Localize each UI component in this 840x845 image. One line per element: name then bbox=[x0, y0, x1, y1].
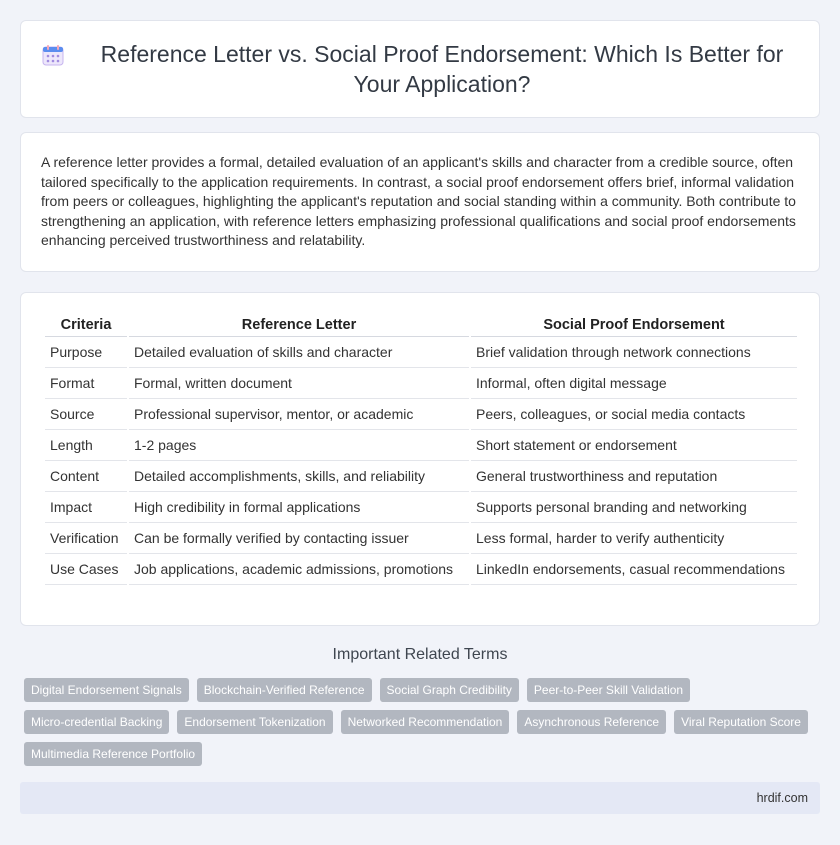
cell-reference-letter: Detailed accomplishments, skills, and reliability bbox=[129, 461, 469, 492]
table-row bbox=[45, 337, 797, 368]
cell-social-proof: Short statement or endorsement bbox=[471, 430, 797, 461]
cell-reference-letter: Professional supervisor, mentor, or academic bbox=[129, 399, 469, 430]
table-header-row bbox=[45, 315, 797, 337]
cell-social-proof: Less formal, harder to verify authenticity bbox=[471, 523, 797, 554]
related-term-tag[interactable]: Micro-credential Backing bbox=[24, 710, 169, 734]
cell-criteria: Verification bbox=[45, 523, 127, 554]
cell-social-proof: Informal, often digital message bbox=[471, 368, 797, 399]
related-terms-list bbox=[24, 678, 824, 766]
table-row bbox=[45, 461, 797, 492]
cell-criteria: Source bbox=[45, 399, 127, 430]
cell-criteria: Impact bbox=[45, 492, 127, 523]
cell-criteria: Content bbox=[45, 461, 127, 492]
cell-reference-letter: Detailed evaluation of skills and character bbox=[129, 337, 469, 368]
footer-site: hrdif.com bbox=[756, 791, 808, 805]
cell-social-proof: LinkedIn endorsements, casual recommendations bbox=[471, 554, 797, 585]
related-terms-title: Important Related Terms bbox=[332, 646, 508, 663]
related-term-tag[interactable]: Viral Reputation Score bbox=[674, 710, 808, 734]
cell-social-proof: Brief validation through network connections bbox=[471, 337, 797, 368]
cell-criteria: Use Cases bbox=[45, 554, 127, 585]
calendar-icon bbox=[41, 43, 65, 67]
cell-social-proof: Peers, colleagues, or social media contacts bbox=[471, 399, 797, 430]
table-row bbox=[45, 430, 797, 461]
summary-card bbox=[20, 132, 820, 272]
header-card bbox=[20, 20, 820, 118]
related-term-tag[interactable]: Blockchain-Verified Reference bbox=[197, 678, 372, 702]
related-term-tag[interactable]: Multimedia Reference Portfolio bbox=[24, 742, 202, 766]
cell-reference-letter: Can be formally verified by contacting issuer bbox=[129, 523, 469, 554]
cell-criteria: Purpose bbox=[45, 337, 127, 368]
cell-reference-letter: Formal, written document bbox=[129, 368, 469, 399]
table-row bbox=[45, 554, 797, 585]
footer bbox=[20, 782, 820, 814]
cell-reference-letter: High credibility in formal applications bbox=[129, 492, 469, 523]
cell-social-proof: Supports personal branding and networking bbox=[471, 492, 797, 523]
summary-text: A reference letter provides a formal, detailed evaluation of an applicant's skills and character from a credible source, often tailored specifically to the application requirements. In contrast, a social proof endorsement offers brief, informal validation from peers or colleagues, highlighting the applicant's reputation and social standing within a community. Both contribute to strengthening an application, with reference letters emphasizing professional qualifications and social proof endorsements enhancing perceived trustworthiness and relatability. bbox=[41, 154, 796, 248]
table-row bbox=[45, 523, 797, 554]
header-criteria: Criteria bbox=[45, 315, 127, 337]
header-reference-letter: Reference Letter bbox=[129, 315, 469, 337]
comparison-table bbox=[43, 315, 799, 585]
page-title: Reference Letter vs. Social Proof Endorsement: Which Is Better for Your Application? bbox=[100, 41, 784, 97]
related-term-tag[interactable]: Asynchronous Reference bbox=[517, 710, 666, 734]
related-term-tag[interactable]: Networked Recommendation bbox=[341, 710, 510, 734]
related-term-tag[interactable]: Endorsement Tokenization bbox=[177, 710, 332, 734]
cell-criteria: Format bbox=[45, 368, 127, 399]
header-social-proof: Social Proof Endorsement bbox=[471, 315, 797, 337]
cell-social-proof: General trustworthiness and reputation bbox=[471, 461, 797, 492]
related-term-tag[interactable]: Peer-to-Peer Skill Validation bbox=[527, 678, 690, 702]
related-term-tag[interactable]: Social Graph Credibility bbox=[380, 678, 519, 702]
cell-reference-letter: Job applications, academic admissions, promotions bbox=[129, 554, 469, 585]
cell-reference-letter: 1-2 pages bbox=[129, 430, 469, 461]
related-term-tag[interactable]: Digital Endorsement Signals bbox=[24, 678, 189, 702]
cell-criteria: Length bbox=[45, 430, 127, 461]
table-row bbox=[45, 492, 797, 523]
comparison-table-card bbox=[20, 292, 820, 626]
table-row bbox=[45, 399, 797, 430]
table-row bbox=[45, 368, 797, 399]
